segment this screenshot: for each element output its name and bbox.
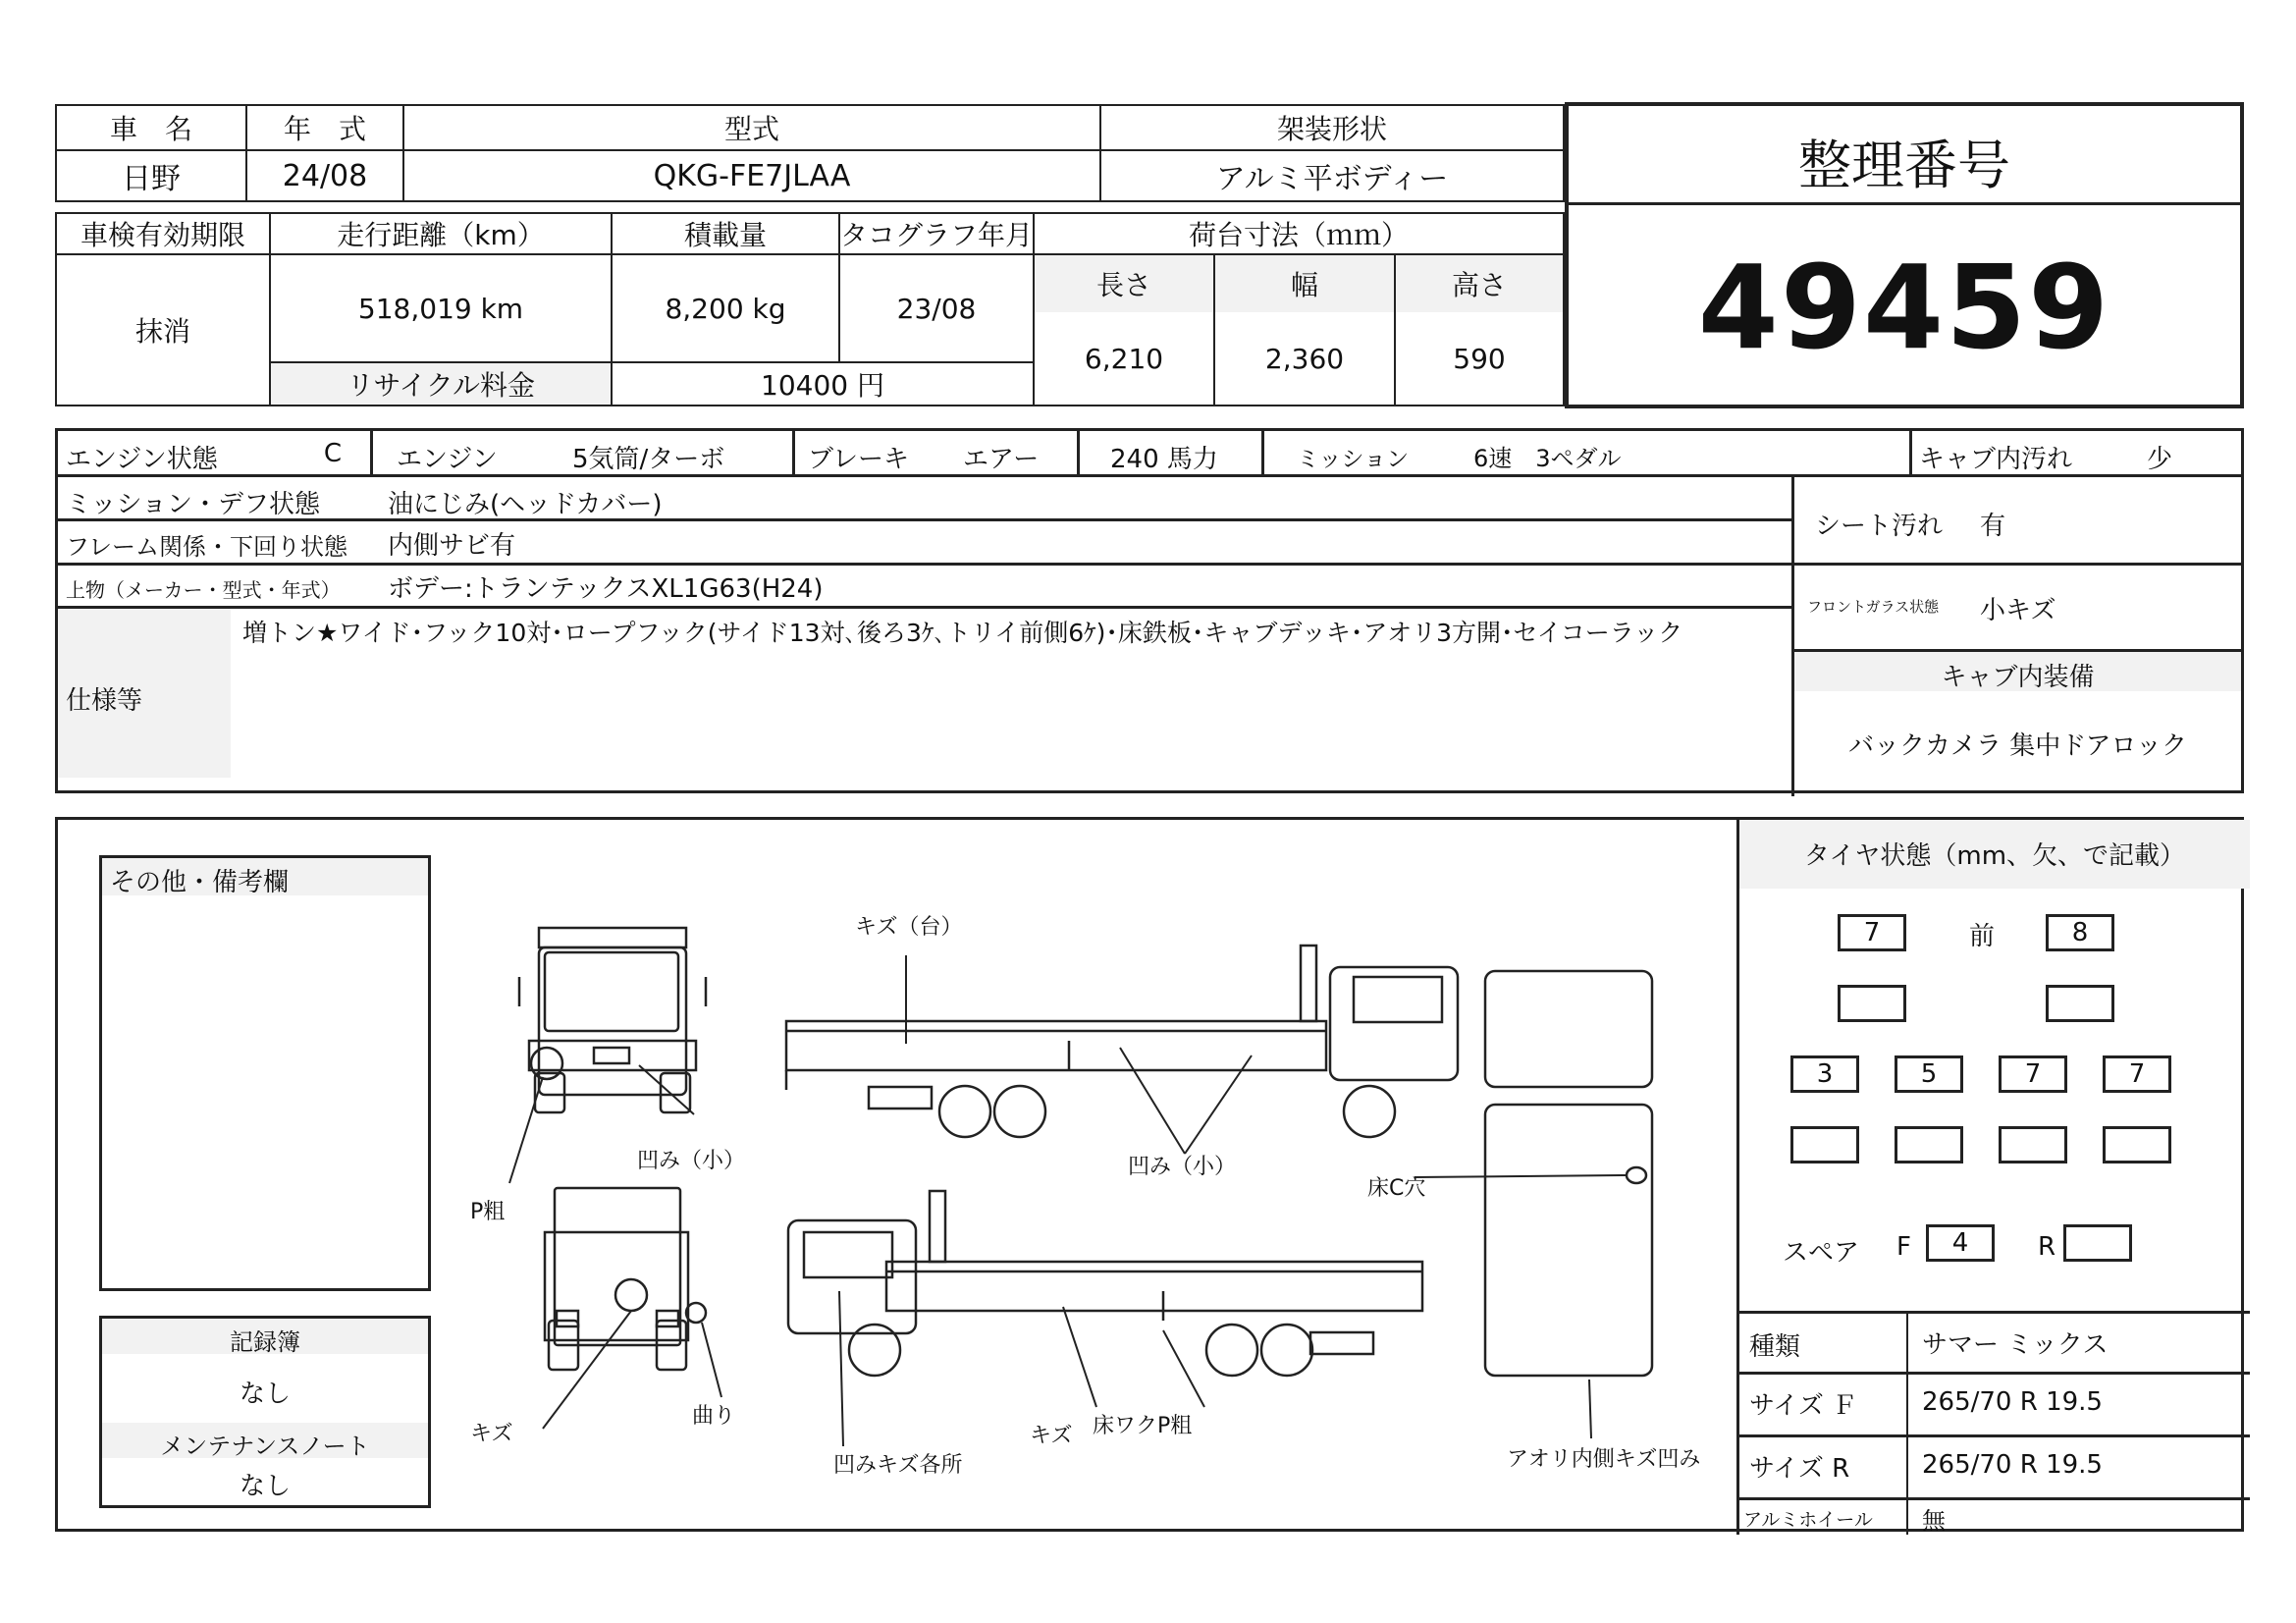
height-value: 590 (1395, 312, 1564, 406)
p-rough-label: P粗 (470, 1200, 506, 1224)
spec-text: 増トン★ワイド･フック10対･ロープフック(サイド13対､後ろ3ｹ､トリイ前側6ｹ)･床鉄板･キャブデッキ･アオリ3方開･セイコーラック (242, 619, 1683, 647)
side-view-right-truck (786, 946, 1458, 1137)
width-label: 幅 (1214, 254, 1395, 312)
floor-hole-label: 床C穴 (1367, 1176, 1426, 1201)
body-label: 架装形状 (1100, 105, 1564, 150)
upper: ボデー:トランテックスXL1G63(H24) (388, 574, 824, 604)
scratch2-label: キズ (1030, 1424, 1073, 1448)
engine-state-label: エンジン状態 (66, 445, 218, 474)
load-label: 積載量 (612, 213, 839, 254)
tire-rear-2: 5 (1895, 1055, 1963, 1093)
tire-rear-4b (2103, 1126, 2171, 1163)
aori-inner-label: アオリ内側キズ凹み (1507, 1447, 1701, 1472)
tire-rear-2b (1895, 1126, 1963, 1163)
width-value: 2,360 (1214, 312, 1395, 406)
ref-number: 49459 (1697, 240, 2111, 375)
tire-size-r: 265/70 R 19.5 (1922, 1450, 2103, 1480)
glass: 小キズ (1980, 596, 2056, 625)
horsepower: 240 馬力 (1110, 445, 1218, 474)
record-value: なし (239, 1380, 291, 1409)
spare-label: スペア (1783, 1238, 1860, 1268)
tire-rear-1: 3 (1790, 1055, 1859, 1093)
record-label: 記録簿 (230, 1328, 300, 1356)
model: QKG-FE7JLAA (403, 150, 1100, 201)
tire-size-f: 265/70 R 19.5 (1922, 1387, 2103, 1417)
top-scratch-label: キズ（台） (855, 915, 963, 940)
inspection-value: 抹消 (56, 254, 270, 406)
seat-label: シート汚れ (1815, 512, 1944, 541)
inspection-label: 車検有効期限 (56, 213, 270, 254)
cab-dirt-label: キャブ内汚れ (1919, 445, 2073, 474)
recycle-label: リサイクル料金 (270, 362, 612, 406)
front-dent-label: 凹み（小） (637, 1149, 746, 1173)
year-label: 年 式 (246, 105, 403, 150)
car-name-label: 車 名 (56, 105, 246, 150)
cab-dirt: 少 (2147, 445, 2173, 474)
notes-label: その他・備考欄 (110, 868, 290, 897)
maint-label: メンテナンスノート (160, 1433, 370, 1460)
alu-value: 無 (1922, 1507, 1946, 1535)
tire-front-left-2 (1838, 985, 1906, 1022)
upper-label: 上物（メーカー・型式・年式） (66, 578, 341, 602)
tire-front-label: 前 (1969, 922, 1996, 951)
maint-value: なし (239, 1472, 291, 1501)
engine: 5気筒/ターボ (572, 445, 725, 474)
length-label: 長さ (1034, 254, 1214, 312)
load-value: 8,200 kg (612, 254, 839, 362)
spare-r-label: R (2038, 1232, 2056, 1262)
brake-label: ブレーキ (808, 445, 909, 474)
rear-view-truck (545, 1188, 706, 1370)
mission: 6速 3ペダル (1473, 445, 1622, 472)
car-name: 日野 (56, 150, 246, 201)
tacho-label: タコグラフ年月 (839, 213, 1034, 254)
tire-title: タイヤ状態（mm、欠、で記載） (1803, 841, 2186, 871)
bed-top-upper (1485, 971, 1652, 1087)
side-view-left-truck (788, 1191, 1422, 1376)
header-table-top (55, 104, 1565, 202)
spare-f-label: F (1896, 1232, 1911, 1262)
dent-scratch-all-label: 凹みキズ各所 (833, 1453, 963, 1478)
bent-label: 曲り (692, 1404, 736, 1429)
spare-r (2063, 1224, 2132, 1262)
tire-rear-1b (1790, 1126, 1859, 1163)
alu-label: アルミホイール (1743, 1509, 1873, 1531)
frame: 内側サビ有 (388, 531, 516, 561)
bed-top-lower (1485, 1105, 1652, 1376)
frame-label: フレーム関係・下回り状態 (66, 533, 348, 561)
year: 24/08 (246, 150, 403, 201)
tire-rear-3: 7 (1999, 1055, 2067, 1093)
rear-scratch-label: キズ (470, 1422, 513, 1446)
floor-work-label: 床ワクP粗 (1093, 1414, 1193, 1438)
ref-number-label: 整理番号 (1798, 135, 2010, 196)
seat: 有 (1980, 512, 2006, 541)
tire-front-left: 7 (1838, 914, 1906, 951)
mission-def-label: ミッション・デフ状態 (66, 490, 320, 519)
body-type: アルミ平ボディー (1100, 150, 1564, 201)
lower-section (55, 817, 2244, 1535)
ref-number-box (1565, 102, 2244, 408)
bed-label: 荷台寸法（ｍｍ） (1034, 213, 1564, 254)
brake: エアー (963, 445, 1040, 474)
header-table-bottom (55, 212, 1565, 406)
model-label: 型式 (403, 105, 1100, 150)
tire-front-right: 8 (2046, 914, 2114, 951)
tire-front-right-2 (2046, 985, 2114, 1022)
mission-def: 油にじみ(ヘッドカバー) (388, 490, 663, 519)
engine-state: C (323, 439, 343, 468)
spare-f: 4 (1926, 1224, 1995, 1262)
mileage-value: 518,019 km (270, 254, 612, 362)
tire-rear-3b (1999, 1126, 2067, 1163)
length-value: 6,210 (1034, 312, 1214, 406)
mission-label: ミッション (1297, 447, 1410, 472)
tire-rear-4: 7 (2103, 1055, 2171, 1093)
tire-type: サマー ミックス (1922, 1330, 2109, 1360)
tacho-value: 23/08 (839, 254, 1034, 362)
height-label: 高さ (1395, 254, 1564, 312)
recycle-value: 10400 円 (612, 362, 1034, 406)
engine-label: エンジン (397, 445, 498, 474)
tire-size-r-label: サイズ R (1749, 1454, 1850, 1484)
front-view-truck (519, 928, 706, 1112)
cab-equip: バックカメラ 集中ドアロック (1848, 731, 2187, 761)
tire-type-label: 種類 (1749, 1332, 1801, 1362)
mileage-label: 走行距離（km） (270, 213, 612, 254)
spec-label: 仕様等 (66, 686, 143, 716)
tire-panel (1736, 820, 2250, 1535)
spec-section (55, 428, 2244, 793)
tire-size-f-label: サイズ Ｆ (1749, 1391, 1858, 1421)
glass-label: フロントガラス状態 (1807, 598, 1940, 616)
side-dent-label: 凹み（小） (1128, 1155, 1237, 1179)
cab-equip-label: キャブ内装備 (1941, 663, 2095, 692)
